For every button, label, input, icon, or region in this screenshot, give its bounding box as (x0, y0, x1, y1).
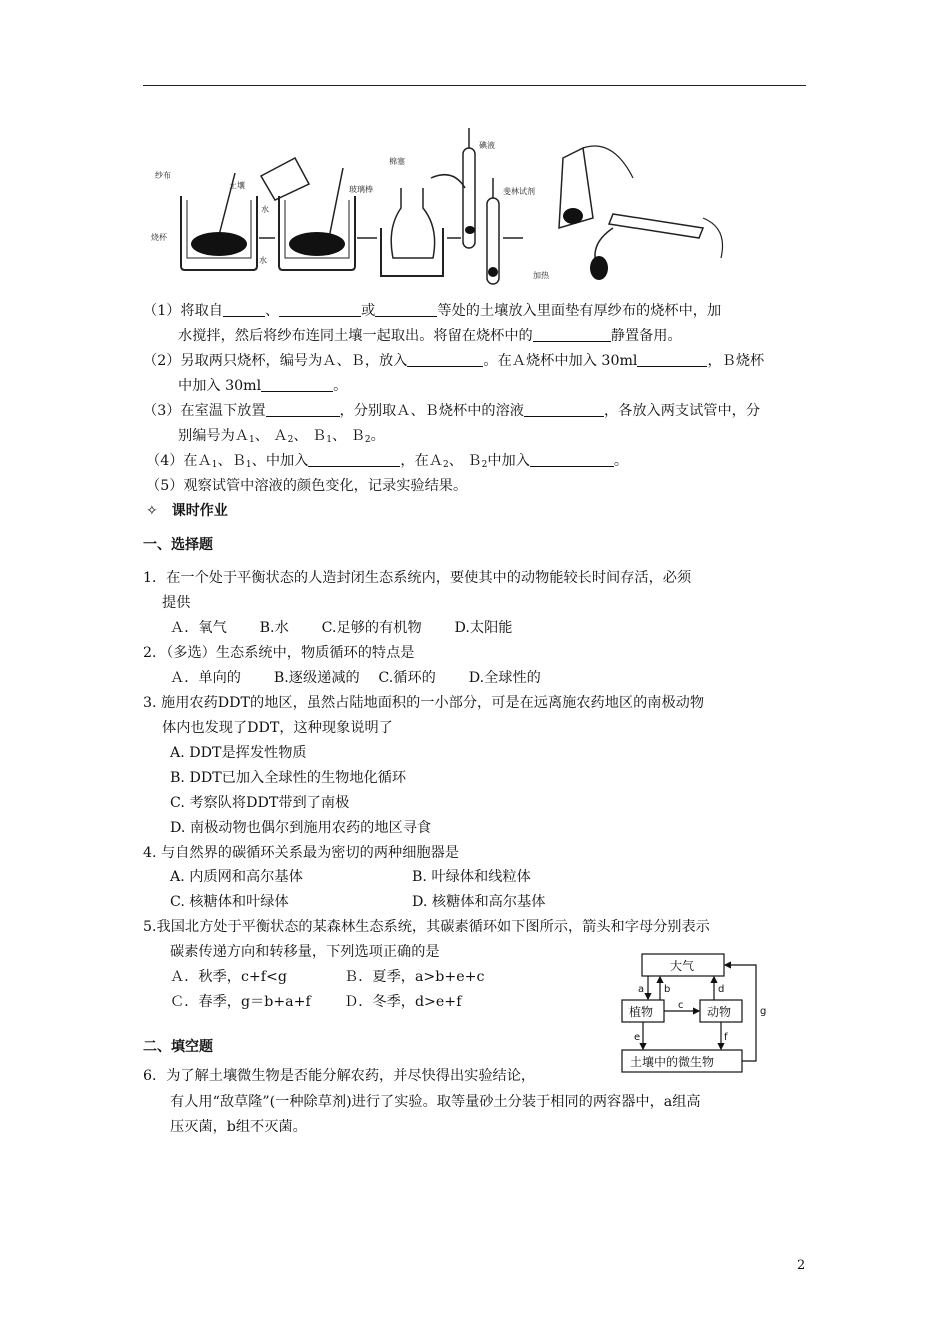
step-5-line: （5）观察试管中溶液的颜色变化，记录实验结果。 (146, 478, 468, 494)
step-2-line-2: 中加入 30ml 。 (178, 378, 348, 394)
header-rule (143, 85, 806, 86)
q5-stem-1: 5.我国北方处于平衡状态的某森林生态系统，其碳素循环如下图所示，箭头和字母分别表示 (143, 919, 710, 935)
q4-option-c: C. 核糖体和叶绿体 (170, 894, 289, 910)
q4-option-d: D. 核糖体和高尔基体 (412, 894, 546, 910)
q3-option-b: B. DDT已加入全球性的生物地化循环 (170, 770, 407, 786)
experiment-figure (143, 118, 733, 290)
fig-label-iodine: 碘液 (479, 141, 495, 150)
q3-stem-2: 体内也发现了DDT，这种现象说明了 (162, 720, 393, 736)
diagram-atmosphere: 大气 (670, 959, 695, 973)
q1-stem-1: 1．在一个处于平衡状态的人造封闭生态系统内，要使其中的动物能较长时间存活，必须 (143, 570, 692, 586)
diagram-microbe: 土壤中的微生物 (630, 1055, 715, 1069)
svg-text:e: e (634, 1032, 641, 1043)
q5-option-b: Ｂ．夏季，a>b+e+c (344, 969, 485, 985)
step-1-line-2: 水搅拌，然后将纱布连同土壤一起取出。将留在烧杯中的 静置备用。 (178, 328, 682, 344)
section-choice: 一、选择题 (143, 537, 213, 553)
q6-line-1: 6．为了解土壤微生物是否能分解农药，并尽快得出实验结论， (143, 1068, 536, 1084)
q2-stem: 2．（多选）生态系统中，物质循环的特点是 (143, 645, 415, 661)
blank[interactable] (266, 402, 340, 417)
blank[interactable] (375, 302, 437, 317)
q6-line-3: 压灭菌，b组不灭菌。 (170, 1119, 307, 1135)
fig-label-benedict: 斐林试剂 (503, 187, 535, 196)
step-3-line-1: （3）在室温下放置 ，分别取Ａ、Ｂ烧杯中的溶液 ，各放入两支试管中，分 (143, 403, 761, 419)
carbon-cycle-diagram (618, 950, 778, 1080)
step-4-line: （4）在Ａ$_1$、Ｂ$_1$、中加入 ，在Ａ$_2$、 Ｂ$_2$中加入 。 (146, 453, 629, 470)
fig-label-cotton: 棉塞 (389, 157, 405, 166)
q3-stem-1: 3. 施用农药DDT的地区，虽然占陆地面积的一小部分，可是在远离施农药地区的南极动物 (143, 695, 705, 711)
blank[interactable] (308, 452, 400, 467)
svg-text:f: f (724, 1032, 728, 1043)
blank[interactable] (533, 327, 611, 342)
q1-options: Ａ．氧气 B.水 C.足够的有机物 D.太阳能 (170, 620, 513, 636)
q4-stem: 4. 与自然界的碳循环关系最为密切的两种细胞器是 (143, 845, 459, 861)
q3-option-c: C. 考察队将DDT带到了南极 (170, 795, 350, 811)
q2-options: Ａ．单向的 B.逐级递减的 C.循环的 D.全球性的 (170, 670, 541, 686)
blank[interactable] (524, 402, 604, 417)
step-1-line-1: （1）将取自 、 或 等处的土壤放入里面垫有厚纱布的烧杯中，加 (143, 303, 722, 319)
q4-option-b: B. 叶绿体和线粒体 (412, 869, 531, 885)
q5-option-d: Ｄ．冬季，d>e+f (344, 994, 462, 1010)
page-number: 2 (797, 1258, 806, 1273)
q3-option-a: A. DDT是挥发性物质 (170, 745, 307, 761)
svg-text:d: d (718, 984, 725, 995)
q4-option-a: A. 内质网和高尔基体 (170, 869, 303, 885)
q3-option-d: D. 南极动物也偶尔到施用农药的地区寻食 (170, 820, 432, 836)
blank[interactable] (530, 452, 614, 467)
fig-label-water-2: 水 (259, 256, 267, 265)
svg-text:g: g (760, 1006, 767, 1017)
blank[interactable] (223, 302, 265, 317)
q5-option-c: Ｃ．春季，g＝b+a+f (170, 994, 311, 1010)
q6-line-2: 有人用“敌草隆”(一种除草剂)进行了实验。取等量砂土分装于相同的两容器中，a组高 (170, 1094, 701, 1110)
q5-stem-2: 碳素传递方向和转移量，下列选项正确的是 (170, 944, 440, 960)
homework-title: ✧ 课时作业 (146, 503, 228, 519)
svg-text:b: b (664, 984, 671, 995)
q5-option-a: Ａ．秋季，c+f<g (170, 969, 287, 985)
svg-text:c: c (678, 1000, 684, 1011)
q1-stem-2: 提供 (162, 595, 191, 611)
section-fill: 二、填空题 (143, 1039, 213, 1055)
svg-text:a: a (638, 984, 645, 995)
fig-label-gauze: 纱布 (155, 171, 171, 180)
blank[interactable] (637, 352, 707, 367)
fig-label-beaker: 烧杯 (151, 233, 167, 242)
fig-label-water: 水 (261, 205, 269, 214)
fig-label-heat: 加热 (533, 271, 549, 280)
blank[interactable] (407, 352, 483, 367)
diagram-animal: 动物 (707, 1005, 732, 1019)
step-3-line-2: 别编号为Ａ$_1$、 Ａ$_2$、 Ｂ$_1$、 Ｂ$_2$。 (178, 428, 385, 445)
fig-label-soil: 土壤 (229, 181, 245, 190)
step-2-line-1: （2）另取两只烧杯，编号为Ａ、Ｂ，放入 。在Ａ烧杯中加入 30ml ，Ｂ烧杯 (143, 353, 765, 369)
diagram-plant: 植物 (629, 1005, 654, 1019)
blank[interactable] (279, 302, 361, 317)
fig-label-glass-rod: 玻璃棒 (349, 185, 373, 194)
blank[interactable] (261, 377, 333, 392)
